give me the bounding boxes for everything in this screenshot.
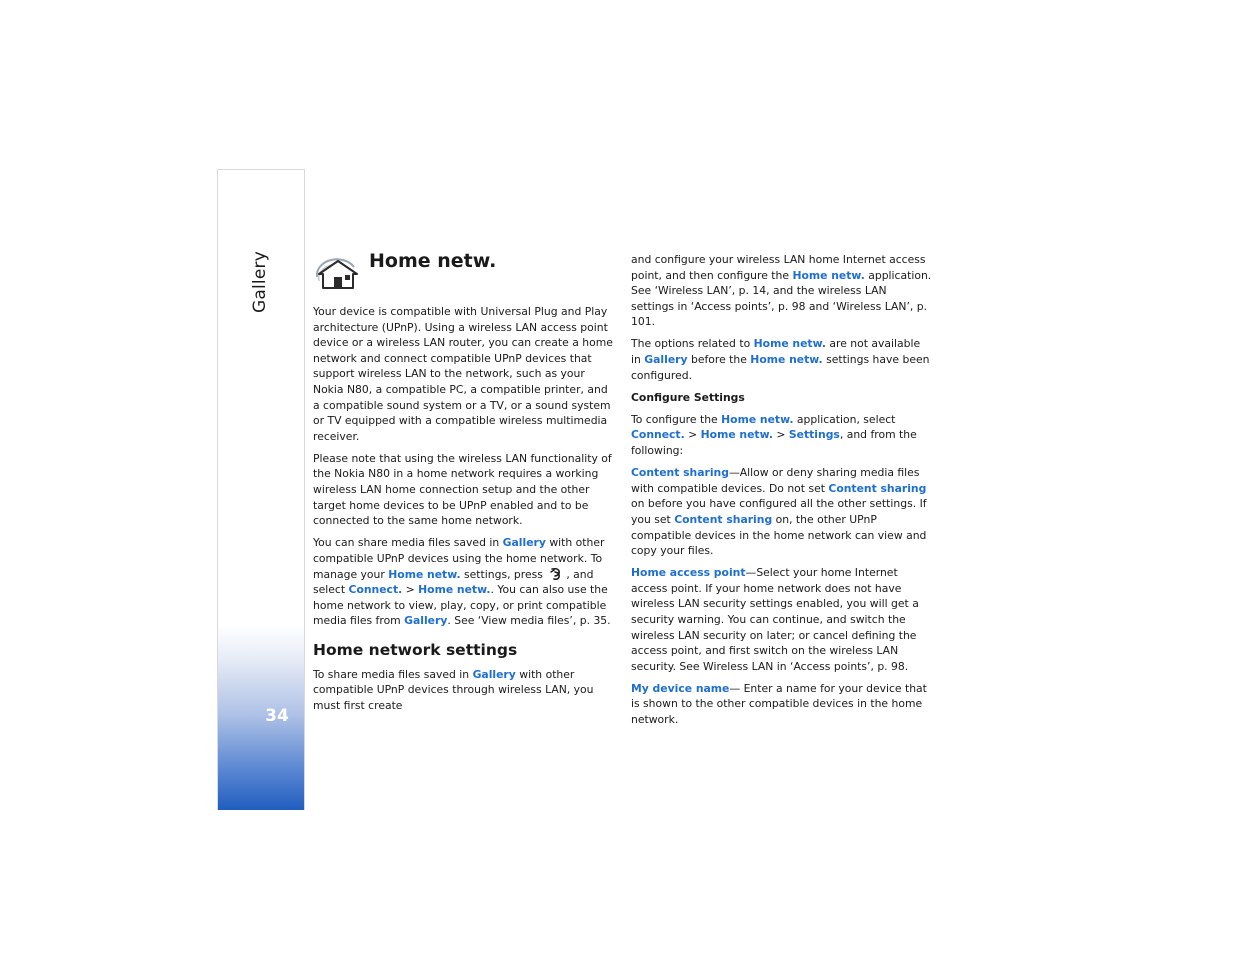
text: before the [687,353,751,367]
text: —Select your home Internet access point. If your home network does not have wireless LAN security settings enabled, you will get a security warning. You can continue, and switch the wireless LAN security on later; or cancel defining the access point, and first switch on the wireless LAN security. See Wireless LAN in ‘Access points’, p. 98. [631,566,919,673]
configure-steps-paragraph [631,412,933,459]
text: > [684,428,701,442]
home-netw-link[interactable]: Home netw. [700,428,773,442]
text: To configure the [631,412,722,426]
home-netw-link[interactable]: Home netw. [750,353,823,367]
gallery-link[interactable]: Gallery [472,667,516,681]
home-netw-link[interactable]: Home netw. [792,268,865,282]
text: with other compatible UPnP devices through wireless LAN, you must first create [313,667,594,713]
content-sharing-link[interactable]: Content sharing [674,512,773,526]
text: application. See ‘Wireless LAN’, p. 14, and the wireless LAN settings in ‘Access points’, p. 98 and ‘Wireless LAN’, p. 101. [631,268,932,329]
text: You can share media files saved in [313,536,503,550]
gallery-link[interactable]: Gallery [502,536,546,550]
text: and configure your wireless LAN home Internet access point, and then configure the [631,253,926,282]
text: are not available in [631,337,921,367]
gallery-link[interactable]: Gallery [404,614,448,628]
sharing-paragraph [313,535,616,629]
text: on, the other UPnP compatible devices in the home network can view and copy your files. [631,512,927,558]
home-netw-link[interactable]: Home netw. [721,412,794,426]
section-heading: Home network settings [313,640,518,659]
my-device-name-paragraph [631,681,933,728]
text: , and from the following: [631,428,917,458]
text: settings have been configured. [631,353,930,382]
requirements-paragraph: Please note that using the wireless LAN functionality of the Nokia N80 in a home network requires a working wireless LAN home connection setup and the other target home devices to be UPnP enabled and to be connected to the same home network. [313,451,612,528]
home-access-point-paragraph [631,565,933,674]
text: To share media files saved in [313,667,473,681]
text: The options related to [631,337,754,351]
my-device-name-link[interactable]: My device name [631,681,730,695]
text: , and select [313,567,594,597]
left-column [313,304,616,720]
content-sharing-link[interactable]: Content sharing [828,481,927,495]
text: —Allow or deny sharing media files with compatible devices. Do not set [631,466,920,495]
configure-settings-heading: Configure Settings [631,390,745,404]
chapter-title: Gallery [250,251,270,313]
text: . You can also use the home network to view, play, copy, or print compatible media files from [313,583,608,628]
text: with other compatible UPnP devices using the home network. To manage your [313,536,605,581]
text: settings, press [460,567,547,581]
menu-key-icon [549,567,563,581]
home-netw-link[interactable]: Home netw. [388,567,461,581]
right-column [631,252,933,734]
content-sharing-link[interactable]: Content sharing [631,466,729,480]
home-access-point-link[interactable]: Home access point [631,566,746,580]
page-number: 34 [265,706,289,726]
home-network-icon [314,255,360,291]
connect-link[interactable]: Connect. [348,583,403,597]
connect-link[interactable]: Connect. [631,428,685,442]
text: . See ‘View media files’, p. 35. [447,614,611,628]
text: — Enter a name for your device that is shown to the other compatible devices in the home network. [631,681,927,727]
content-sharing-paragraph [631,465,933,559]
text: > [402,583,419,597]
text: on before you have configured all the other settings. If you set [631,497,927,526]
settings-intro-paragraph [313,667,616,714]
text: application, select [793,412,896,426]
page-title: Home netw. [369,250,497,272]
text: > [772,428,789,442]
configure-continued-paragraph [631,252,933,330]
intro-paragraph: Your device is compatible with Universal Plug and Play architecture (UPnP). Using a wireless LAN access point device or a wireless LAN router, you can create a home network and connect compatible UPnP devices that support wireless LAN to the network, such as your Nokia N80, a compatible PC, a compatible printer, and a compatible sound system or a TV, or a sound system or TV equipped with a compatible wireless multimedia receiver. [313,305,613,443]
gallery-link[interactable]: Gallery [644,353,688,367]
home-netw-link[interactable]: Home netw. [753,337,826,351]
settings-link[interactable]: Settings [788,428,840,442]
options-paragraph [631,336,933,383]
home-netw-link[interactable]: Home netw. [418,583,491,597]
